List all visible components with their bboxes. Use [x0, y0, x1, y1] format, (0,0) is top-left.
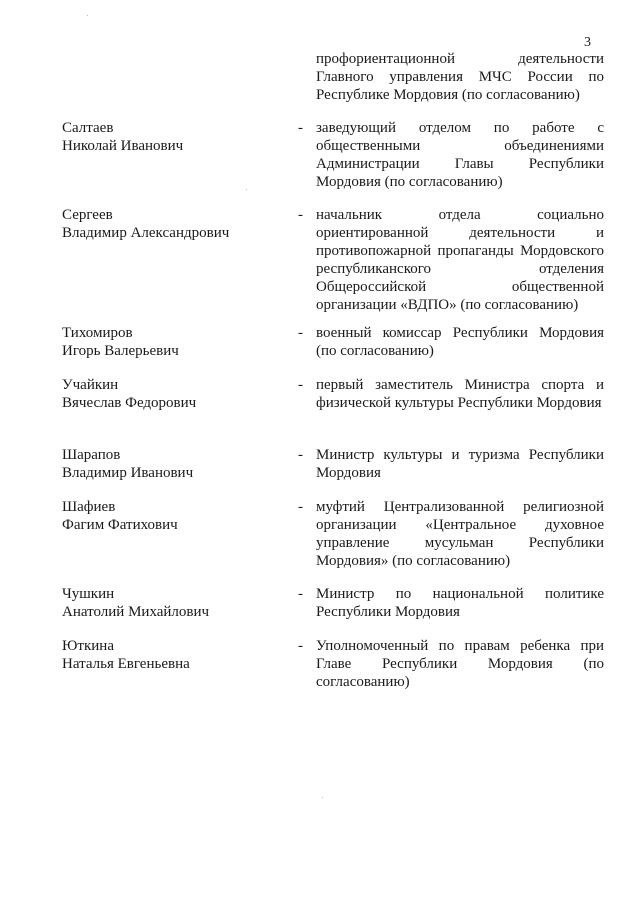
scan-speck — [322, 797, 323, 798]
entry-dash: - — [298, 207, 303, 223]
member-entry-yutkina — [62, 637, 604, 717]
member-surname: Сергеев — [62, 207, 113, 223]
entry-dash: - — [298, 586, 303, 602]
member-entry-saltaev — [62, 119, 604, 199]
member-surname: Юткина — [62, 638, 114, 654]
member-surname: Чушкин — [62, 586, 115, 602]
continuation-text: профориентационной деятельности Главного управления МЧС России по Республике Мордовия (по согласованию) — [316, 51, 604, 103]
member-given-names: Фагим Фатихович — [62, 517, 178, 533]
member-name — [62, 585, 282, 621]
member-surname: Шарапов — [62, 447, 121, 463]
scan-speck — [246, 189, 247, 190]
page-number: 3 — [584, 35, 591, 50]
member-position: начальник отдела социально ориентированной деятельности и противопожарной пропаганды Мордовского республиканского отделения Общероссийской общественной организации «ВДПО» (по согласованию) — [316, 207, 604, 313]
member-given-names: Игорь Валерьевич — [62, 343, 179, 359]
member-surname: Учайкин — [62, 377, 119, 393]
member-position: Министр по национальной политике Республики Мордовия — [316, 586, 604, 620]
member-entry-shafiev — [62, 498, 604, 578]
scan-speck — [87, 15, 88, 16]
entry-dash: - — [298, 325, 303, 341]
entry-dash: - — [298, 447, 303, 463]
member-name — [62, 324, 282, 360]
member-position: Министр культуры и туризма Республики Мордовия — [316, 447, 604, 481]
member-position: Уполномоченный по правам ребенка при Главе Республики Мордовия (по согласованию) — [316, 638, 604, 690]
member-given-names: Николай Иванович — [62, 138, 184, 154]
member-given-names: Владимир Александрович — [62, 225, 230, 241]
member-entry-uchaikin — [62, 376, 604, 456]
member-position: муфтий Централизованной религиозной организации «Центральное духовное управление мусульман Республики Мордовия» (по согласованию) — [316, 499, 604, 569]
member-surname: Тихомиров — [62, 325, 133, 341]
member-position: военный комиссар Республики Мордовия (по согласованию) — [316, 325, 604, 359]
member-name — [62, 498, 282, 534]
member-name — [62, 637, 282, 673]
member-given-names: Наталья Евгеньевна — [62, 656, 190, 672]
member-name — [62, 376, 282, 412]
entry-dash: - — [298, 120, 303, 136]
member-given-names: Анатолий Михайлович — [62, 604, 210, 620]
entry-dash: - — [298, 377, 303, 393]
member-name — [62, 206, 282, 242]
member-name — [62, 446, 282, 482]
member-entry-sergeev — [62, 206, 604, 313]
member-given-names: Вячеслав Федорович — [62, 395, 197, 411]
entry-dash: - — [298, 499, 303, 515]
member-surname: Салтаев — [62, 120, 114, 136]
member-position: первый заместитель Министра спорта и физической культуры Республики Мордовия — [316, 377, 604, 411]
member-name — [62, 119, 282, 155]
entry-dash: - — [298, 638, 303, 654]
member-surname: Шафиев — [62, 499, 116, 515]
member-position: заведующий отделом по работе с общественными объединениями Администрации Главы Республики Мордовия (по согласованию) — [316, 120, 604, 190]
member-given-names: Владимир Иванович — [62, 465, 194, 481]
